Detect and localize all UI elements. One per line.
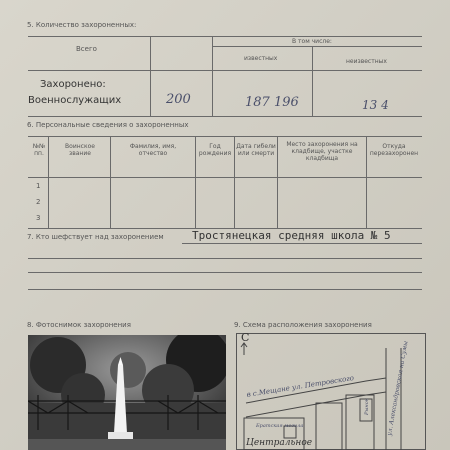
row-label-soldiers: Военнослужащих bbox=[28, 95, 122, 106]
school-label: Братская могила bbox=[256, 423, 304, 429]
section7-label: 7. Кто шефствует над захоронением bbox=[27, 233, 164, 241]
market-label: Рынок bbox=[364, 398, 370, 415]
row-num-2: 2 bbox=[36, 198, 41, 206]
th-from: Откуда перезахоронен bbox=[369, 143, 419, 157]
col-known-header: известных bbox=[244, 55, 278, 62]
section8-title: 8. Фотоснимок захоронения bbox=[27, 321, 131, 329]
known-value: 187 196 bbox=[245, 95, 299, 110]
col-total-header: Всего bbox=[76, 45, 97, 53]
section5-title: 5. Количество захороненных: bbox=[27, 21, 137, 29]
unknown-value: 13 4 bbox=[362, 98, 389, 112]
patron-value: Тростянецкая средняя школа № 5 bbox=[192, 229, 391, 242]
col-unknown-header: неизвестных bbox=[346, 58, 387, 65]
th-name: Фамилия, имя, отчество bbox=[129, 143, 177, 157]
row-num-1: 1 bbox=[36, 182, 41, 190]
obelisk-photo-image bbox=[28, 335, 226, 450]
th-birth: Год рождения bbox=[198, 143, 232, 157]
north-label: С bbox=[241, 331, 250, 344]
row-num-3: 3 bbox=[36, 214, 41, 222]
total-value: 200 bbox=[166, 92, 191, 107]
center-label: Центральное bbox=[246, 438, 313, 448]
th-rank: Воинское звание bbox=[65, 143, 95, 157]
th-num: №№ пп. bbox=[32, 143, 46, 157]
grave-photo bbox=[28, 335, 226, 450]
table5-top bbox=[28, 36, 422, 37]
street-alexandrovskaya-label: ул. Александровская на Сумы bbox=[386, 340, 410, 437]
col-incl-header: В том числе: bbox=[292, 38, 332, 45]
section6-title: 6. Персональные сведения о захороненных bbox=[27, 121, 189, 129]
row-label-buried: Захоронено: bbox=[40, 79, 106, 90]
th-death: Дата гибели или смерти bbox=[236, 143, 276, 157]
section9-title: 9. Схема расположения захоронения bbox=[234, 321, 372, 329]
location-scheme bbox=[236, 333, 426, 450]
street-petrovsky-label: в с.Мещане ул. Петровского bbox=[246, 374, 355, 399]
th-place: Место захоронения на кладбище, участке кладбища bbox=[286, 141, 358, 162]
